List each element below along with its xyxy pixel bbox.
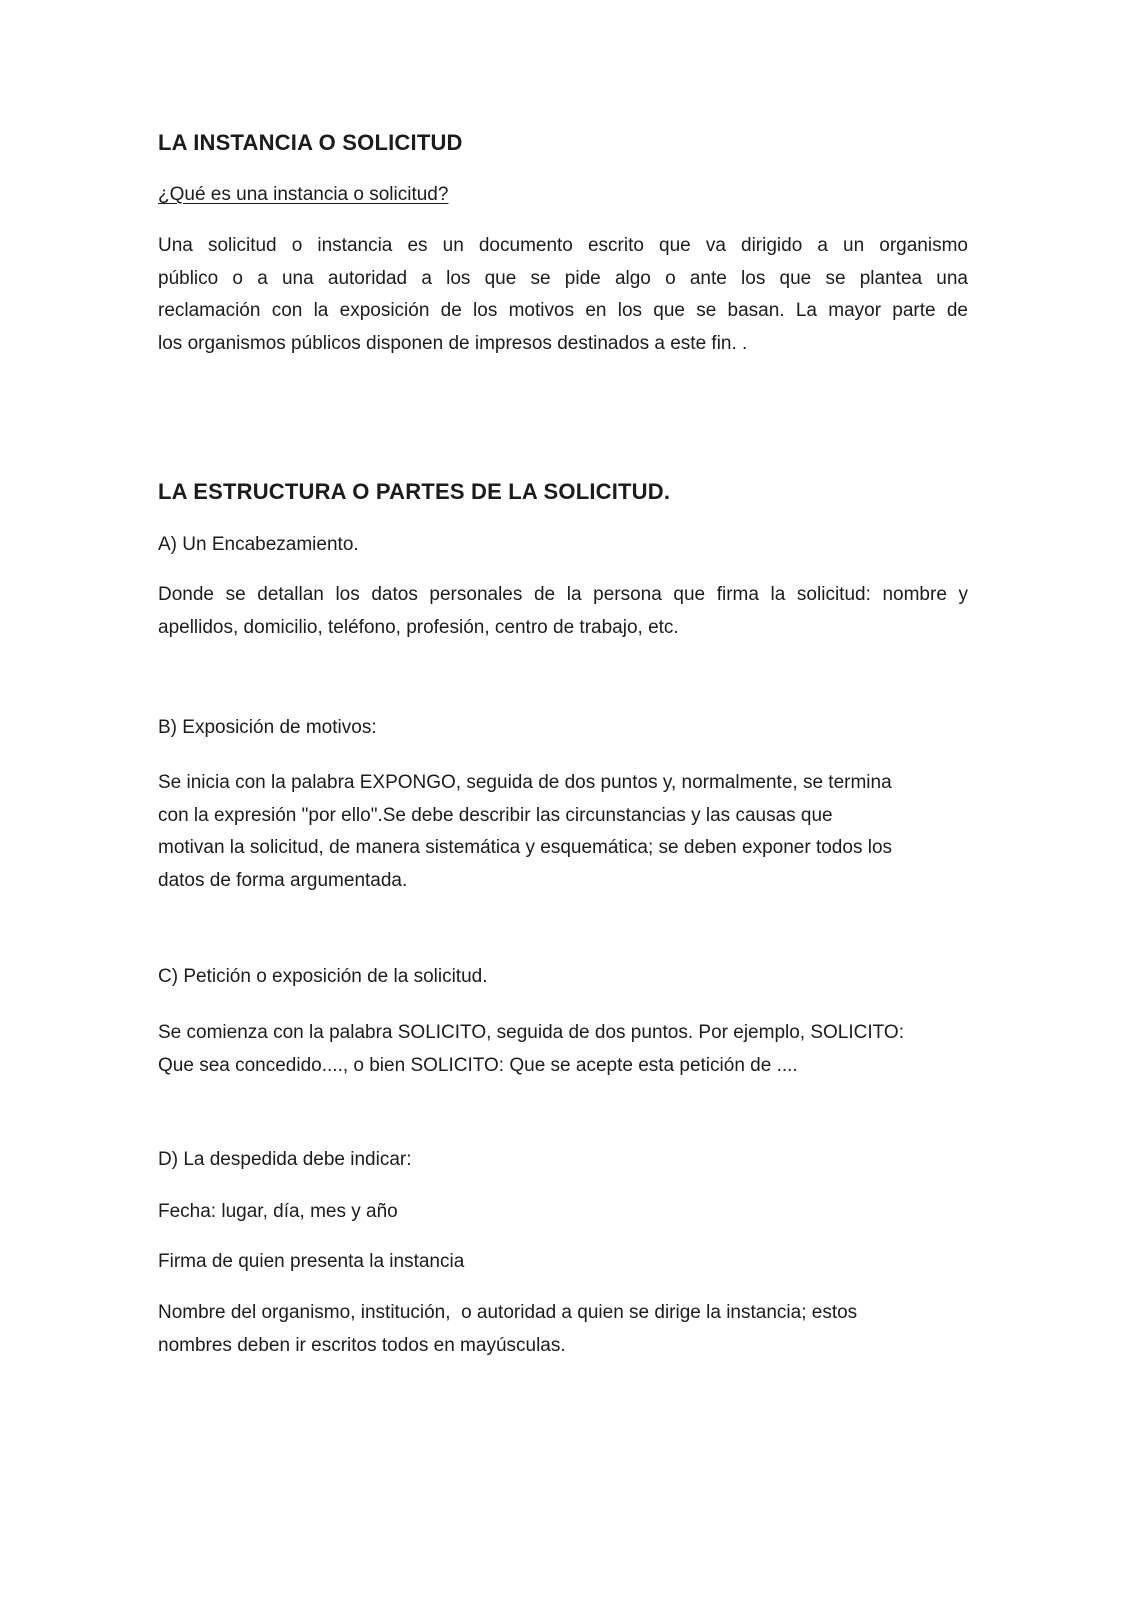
text-line: motivan la solicitud, de manera sistemática y esquemática; se deben exponer todos los	[158, 837, 893, 858]
text-line: nombres deben ir escritos todos en mayúsculas.	[158, 1334, 566, 1356]
document-subtitle: ¿Qué es una instancia o solicitud?	[158, 184, 449, 205]
text-line: Se inicia con la palabra EXPONGO, seguida de dos puntos y, normalmente, se termina	[158, 772, 892, 793]
part-a-paragraph	[158, 579, 968, 644]
text-line: datos de forma argumentada.	[158, 869, 408, 891]
part-d-fecha-line: Fecha: lugar, día, mes y año	[158, 1201, 398, 1222]
text-line: los organismos públicos disponen de impresos destinados a este fin. .	[158, 332, 748, 354]
text-line: Que sea concedido...., o bien SOLICITO: Que se acepte esta petición de ....	[158, 1054, 798, 1076]
part-d-label: D) La despedida debe indicar:	[158, 1149, 412, 1170]
text-line: Nombre del organismo, institución, o autoridad a quien se dirige la instancia; estos	[158, 1302, 858, 1323]
text-line: público o a una autoridad a los que se pide algo o ante los que se plantea una	[158, 267, 968, 289]
part-c-paragraph	[158, 1017, 968, 1082]
intro-paragraph	[158, 230, 968, 360]
part-a-label: A) Un Encabezamiento.	[158, 534, 359, 555]
text-line: Donde se detallan los datos personales de la persona que firma la solicitud: nombre y	[158, 584, 968, 605]
text-line: con la expresión "por ello".Se debe describir las circunstancias y las causas que	[158, 804, 833, 826]
part-b-label: B) Exposición de motivos:	[158, 717, 377, 738]
part-b-paragraph	[158, 767, 968, 897]
text-line: apellidos, domicilio, teléfono, profesión, centro de trabajo, etc.	[158, 616, 679, 638]
part-d-nombre-paragraph	[158, 1297, 968, 1362]
text-line: Se comienza con la palabra SOLICITO, seguida de dos puntos. Por ejemplo, SOLICITO:	[158, 1022, 904, 1043]
part-c-label: C) Petición o exposición de la solicitud.	[158, 966, 488, 987]
text-line: reclamación con la exposición de los motivos en los que se basan. La mayor parte de	[158, 300, 968, 321]
document-title: LA INSTANCIA O SOLICITUD	[158, 130, 463, 155]
text-line: Una solicitud o instancia es un documento escrito que va dirigido a un organismo	[158, 235, 968, 256]
part-d-firma-line: Firma de quien presenta la instancia	[158, 1251, 465, 1272]
structure-heading: LA ESTRUCTURA O PARTES DE LA SOLICITUD.	[158, 479, 671, 504]
